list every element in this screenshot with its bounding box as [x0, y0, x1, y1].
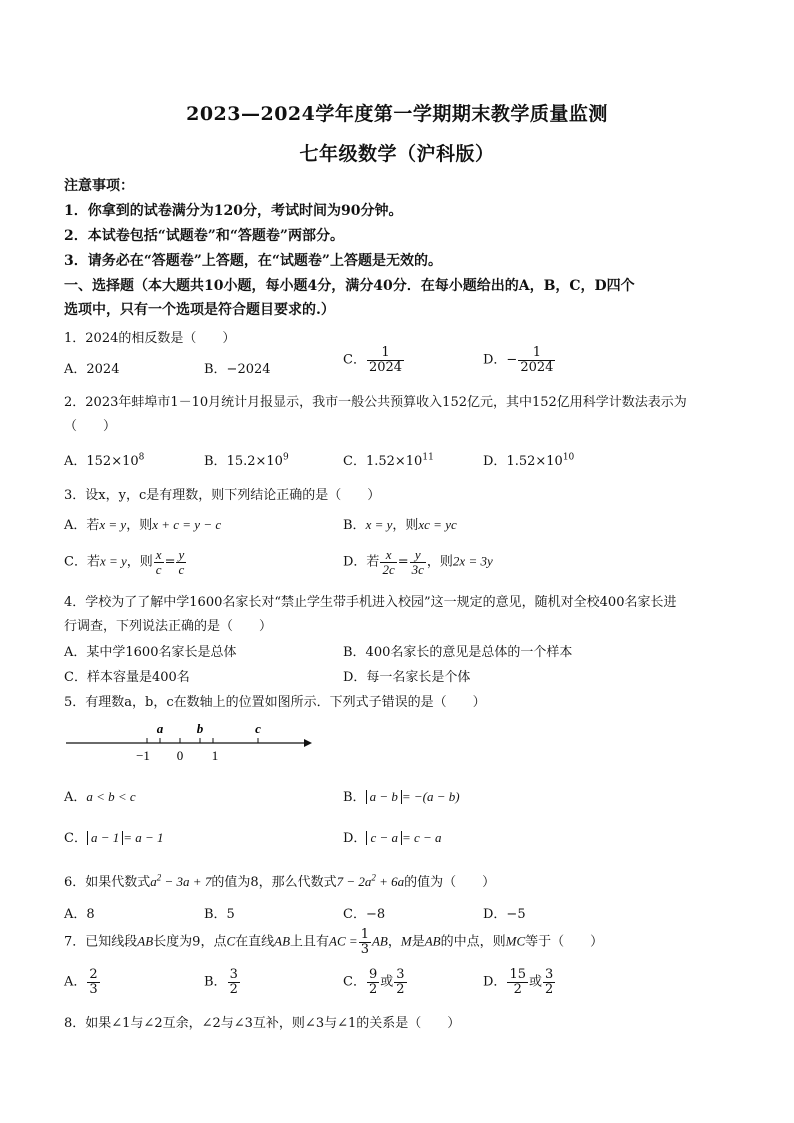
fraction [154, 548, 164, 576]
segment-name: AB [274, 933, 291, 949]
q5-option-b [343, 786, 460, 805]
math-expr: = −(a − b) [401, 789, 460, 804]
q3-option-c [64, 548, 187, 576]
connector: ，则 [392, 518, 419, 533]
q1-option-b: B．−2024 [204, 362, 271, 377]
option-label: A．若 [64, 518, 100, 533]
frac-num: 3 [229, 967, 238, 982]
fraction [394, 968, 406, 996]
exponent: 2 [371, 872, 376, 883]
segment-name: AB [137, 933, 154, 949]
q5-stem: 5．有理数a，b，c在数轴上的位置如图所示．下列式子错误的是（ ） [64, 695, 486, 710]
fraction [359, 928, 371, 956]
q5-option-c [64, 827, 164, 846]
fraction [228, 968, 240, 996]
note-item-3: 3．请务必在“答题卷”上答题，在“试题卷”上答题是无效的。 [64, 253, 442, 269]
math-expr: a [150, 874, 157, 889]
frac-num: y [410, 548, 426, 563]
option-label: B． [343, 790, 366, 805]
frac-den: c [178, 561, 185, 577]
math-expr: = a − 1 [123, 830, 164, 845]
option-label: D． [483, 454, 507, 469]
math-expr: a < b < c [86, 789, 136, 804]
equals: = [397, 554, 409, 570]
q2-stem-line2: （ ） [64, 419, 117, 434]
frac-num: 3 [396, 967, 405, 982]
frac-den: 2 [229, 981, 238, 997]
connector: ，则 [126, 554, 153, 570]
fraction [380, 548, 396, 576]
q5-option-d [343, 827, 442, 846]
q3-option-a [64, 514, 221, 533]
frac-den: 2 [513, 981, 522, 997]
notes-heading: 注意事项： [64, 178, 134, 194]
option-value: 1.52×10 [506, 454, 563, 469]
math-expr: xc = yc [418, 517, 457, 532]
frac-den: c [155, 561, 162, 577]
q7-option-b [204, 968, 241, 996]
option-value: 152×10 [86, 454, 139, 469]
q7-option-a [64, 968, 101, 996]
segment-name: MC [505, 933, 526, 949]
option-label: C． [64, 831, 87, 846]
stem-text: 在直线 [235, 934, 275, 950]
option-label: D． [483, 974, 507, 990]
tick-label-neg1: −1 [136, 748, 150, 763]
option-label: C． [343, 974, 366, 990]
q1-fraction-d [518, 346, 555, 374]
fraction [367, 968, 379, 996]
option-label: B． [204, 454, 227, 469]
frac-den: 2024 [520, 359, 554, 375]
math-expr: 2x = 3y [452, 553, 493, 569]
segment-name: AB [424, 933, 441, 949]
q1-option-d [483, 346, 556, 374]
q5-option-a [64, 786, 136, 805]
option-label: C． [343, 454, 366, 469]
option-label: A． [64, 974, 87, 990]
q4-stem-line2: 行调查，下列说法正确的是（ ） [64, 619, 273, 634]
frac-num: 2 [89, 967, 98, 982]
frac-den: 2024 [368, 359, 403, 375]
stem-text: 6．如果代数式 [64, 875, 151, 890]
fraction [176, 548, 186, 576]
q3-stem: 3．设x，y，c是有理数，则下列结论正确的是（ ） [64, 488, 381, 503]
tick-label-0: 0 [176, 748, 184, 763]
fraction [87, 968, 99, 996]
frac-num: x [380, 548, 396, 563]
equals: = [164, 554, 176, 570]
math-expr: = c − a [401, 830, 442, 845]
exponent: 11 [422, 452, 434, 463]
frac-den: 2 [368, 981, 378, 997]
stem-text: 7．已知线段 [64, 934, 138, 950]
arrow-head-icon [304, 739, 312, 747]
q8-stem: 8．如果∠1与∠2互余，∠2与∠3互补，则∠3与∠1的关系是（ ） [64, 1016, 461, 1031]
segment-name: AB [371, 933, 388, 949]
stem-text: 的值为8，那么代数式 [211, 875, 337, 890]
absolute-value: a − b [366, 790, 402, 804]
point-label-b: b [196, 721, 204, 736]
frac-num: 1 [367, 346, 404, 361]
q7-stem [64, 928, 603, 956]
frac-den: 2c [382, 561, 395, 577]
option-label: D． [343, 831, 367, 846]
exponent: 9 [282, 452, 289, 463]
q6-stem [64, 871, 495, 890]
point-label-c: c [255, 721, 261, 736]
q1-option-a: A．2024 [64, 362, 120, 377]
point-name: C [226, 933, 236, 949]
stem-text: ， [387, 934, 401, 950]
option-label: A． [64, 454, 87, 469]
q1-option-c [343, 346, 405, 374]
q2-option-d [483, 450, 574, 469]
option-value: 15.2×10 [226, 454, 283, 469]
q6-option-b: B．5 [204, 907, 235, 922]
q4-option-a: A．某中学1600名家长是总体 [64, 645, 237, 660]
connector: 或 [528, 974, 542, 990]
q6-option-d: D．−5 [483, 907, 526, 922]
q1-option-d-label: D．− [483, 352, 518, 368]
fraction [543, 968, 555, 996]
math-expr: + 6a [375, 874, 405, 889]
q4-option-d: D．每一名家长是个体 [343, 670, 471, 685]
q2-stem-line1: 2．2023年蚌埠市1－10月统计月报显示，我市一般公共预算收入152亿元，其中152亿用科学计数法表示为 [64, 395, 687, 410]
stem-text: 的值为（ ） [404, 875, 496, 890]
section-heading-line2: 选项中，只有一个选项是符合题目要求的.） [64, 302, 335, 318]
q6-option-a: A．8 [64, 907, 95, 922]
tick-label-1: 1 [211, 748, 219, 763]
option-value: 1.52×10 [365, 454, 423, 469]
q2-option-a [64, 450, 144, 469]
math-expr: x + c = y − c [152, 517, 222, 532]
math-expr: − 3a + 7 [161, 874, 212, 889]
frac-num: x [155, 547, 162, 562]
frac-den: 3 [89, 981, 98, 997]
math-expr: AC = [329, 933, 358, 949]
q1-fraction-c [367, 346, 404, 374]
connector: ，则 [126, 518, 153, 533]
note-item-1: 1．你拿到的试卷满分为120分，考试时间为90分钟。 [64, 203, 403, 219]
stem-text: 的中点，则 [440, 934, 506, 950]
stem-text: 上且有 [290, 934, 330, 950]
math-expr: x = y [365, 517, 393, 532]
q3-option-d [343, 548, 493, 576]
frac-den: 3c [411, 561, 424, 577]
q5-number-line [64, 716, 314, 766]
math-expr: x = y [99, 553, 127, 569]
stem-text: 长度为9，点 [153, 934, 227, 950]
fraction [507, 968, 528, 996]
frac-num: 3 [545, 967, 554, 982]
q1-option-c-label: C． [343, 352, 366, 368]
exam-subtitle: 七年级数学（沪科版） [299, 143, 495, 165]
q4-stem-line1: 4．学校为了了解中学1600名家长对“禁止学生带手机进入校园”这一规定的意见，随机对全校400名家长进 [64, 595, 677, 610]
math-expr: 7 − 2a [336, 874, 372, 889]
frac-num: 1 [518, 346, 555, 361]
stem-text: 是 [411, 934, 425, 950]
exponent: 2 [156, 872, 162, 883]
stem-text: 等于（ ） [525, 934, 604, 950]
frac-den: 2 [545, 981, 554, 997]
connector: ，则 [426, 554, 453, 570]
q1-stem: 1．2024的相反数是（ ） [64, 331, 236, 346]
absolute-value: a − 1 [87, 831, 123, 845]
q4-option-c: C．样本容量是400名 [64, 670, 190, 685]
frac-num: 15 [509, 967, 526, 982]
option-label: B． [343, 518, 366, 533]
section-heading-line1: 一、选择题（本大题共10小题，每小题4分，满分40分．在每小题给出的A，B，C，D四个 [64, 278, 635, 294]
q4-option-b: B．400名家长的意见是总体的一个样本 [343, 645, 573, 660]
q7-option-c [343, 968, 408, 996]
option-label: D．若 [343, 554, 380, 570]
frac-num: 9 [368, 967, 378, 982]
q2-option-c [343, 450, 434, 469]
exam-title: 2023—2024学年度第一学期期末教学质量监测 [186, 103, 608, 125]
q7-option-d [483, 968, 556, 996]
frac-num: 1 [360, 927, 369, 942]
q6-option-c: C．−8 [343, 907, 386, 922]
absolute-value: c − a [366, 831, 402, 845]
q2-option-b [204, 450, 289, 469]
note-item-2: 2．本试卷包括“试题卷”和“答题卷”两部分。 [64, 228, 344, 244]
fraction [410, 548, 426, 576]
option-label: A． [64, 790, 87, 805]
exponent: 8 [138, 452, 145, 463]
frac-den: 2 [396, 981, 405, 997]
exponent: 10 [562, 452, 575, 463]
option-label: C．若 [64, 554, 100, 570]
connector: 或 [380, 974, 394, 990]
point-name: M [400, 933, 412, 949]
option-label: B． [204, 974, 227, 990]
point-label-a: a [156, 721, 164, 736]
frac-num: y [178, 547, 185, 562]
q3-option-b [343, 514, 457, 533]
frac-den: 3 [360, 941, 369, 957]
math-expr: x = y [99, 517, 127, 532]
